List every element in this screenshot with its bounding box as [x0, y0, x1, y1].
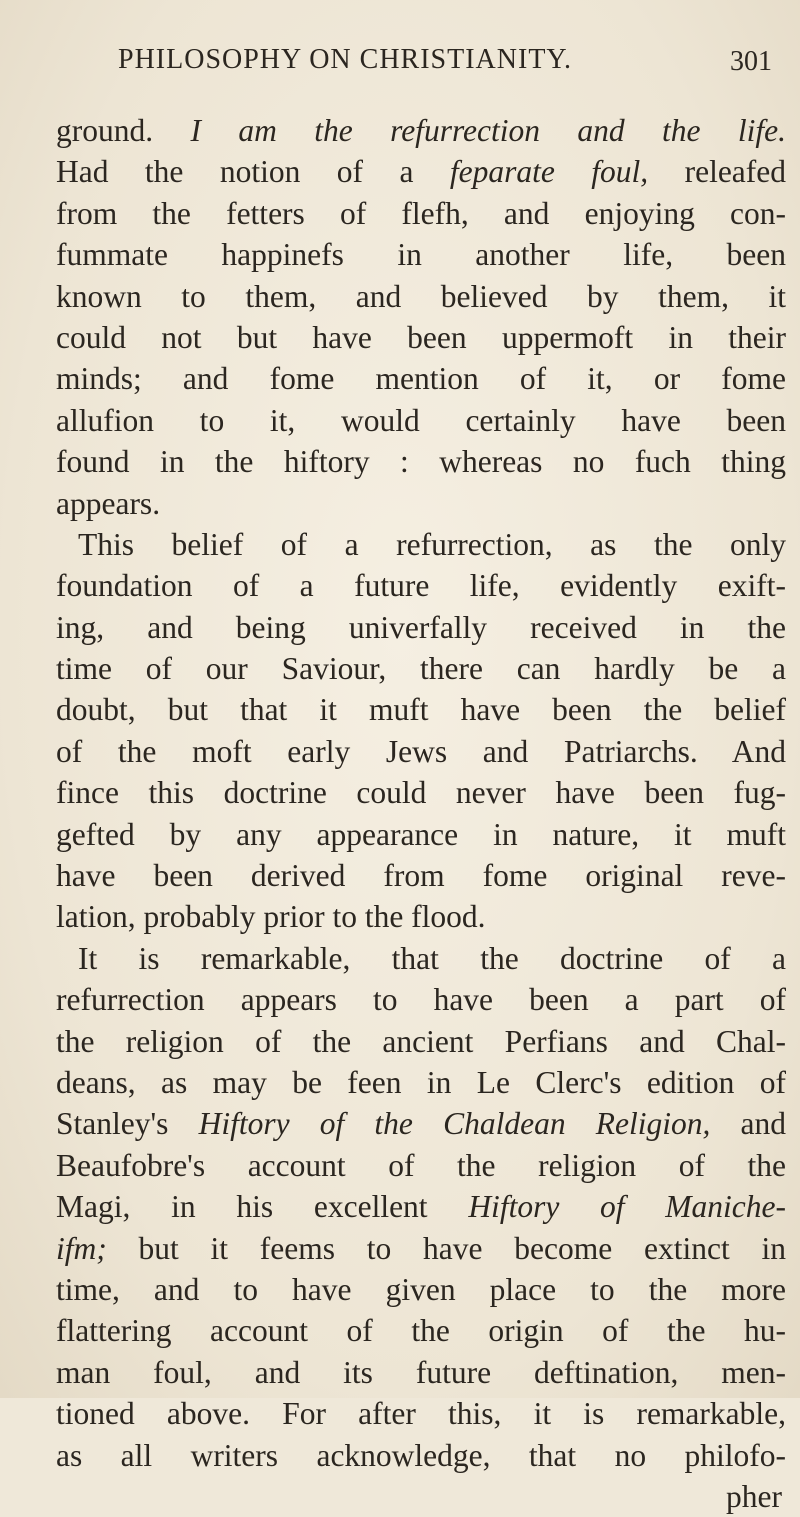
text-run: minds; and fome mention of it, or fome [56, 361, 786, 397]
text-run: as all writers acknowledge, that no philofo- [56, 1437, 786, 1473]
text-line [56, 276, 786, 317]
text-run: Magi, in his excellent [56, 1189, 469, 1225]
text-line [56, 1310, 786, 1351]
italic-text-run: Hiftory of the Chaldean Religion, [198, 1106, 711, 1142]
text-run: It is remarkable, that the doctrine of a [78, 940, 786, 976]
text-run: allufion to it, would certainly have been [56, 402, 786, 438]
text-run: flattering account of the origin of the hu- [56, 1313, 786, 1349]
text-line [56, 1352, 786, 1393]
text-line [56, 1145, 786, 1186]
text-run: tioned above. For after this, it is remarkable, [56, 1396, 786, 1432]
text-run: deans, as may be feen in Le Clerc's edition of [56, 1064, 786, 1100]
text-line [56, 234, 786, 275]
italic-text-run: ifm; [56, 1230, 107, 1266]
text-run: pher [726, 1478, 782, 1514]
text-run: Had the notion of a [56, 154, 450, 190]
text-run: found in the hiftory : whereas no fuch thing [56, 444, 786, 480]
page-header [0, 44, 800, 88]
text-line [56, 1228, 786, 1269]
text-run: but it feems to have become extinct in [106, 1230, 786, 1266]
italic-text-run: I am the refurrection and the life. [190, 113, 786, 148]
text-line [56, 648, 786, 689]
text-run: ing, and being univerfally received in the [56, 609, 786, 645]
text-line [56, 565, 786, 606]
running-head: PHILOSOPHY ON CHRISTIANITY. [118, 44, 573, 75]
text-run: foundation of a future life, evidently exift- [56, 568, 786, 604]
text-run: lation, probably prior to the flood. [56, 899, 486, 935]
italic-text-run: feparate foul, [449, 154, 649, 190]
text-line [56, 317, 786, 358]
text-line [56, 524, 786, 565]
text-line [56, 772, 786, 813]
text-run: the religion of the ancient Perfians and Chal- [56, 1023, 786, 1059]
text-run: refurrection appears to have been a part of [56, 982, 786, 1018]
text-run: and [710, 1106, 787, 1142]
text-line [56, 607, 786, 648]
text-line [56, 979, 786, 1020]
text-run: time of our Saviour, there can hardly be a [56, 651, 786, 687]
text-line [56, 855, 786, 896]
text-line [56, 483, 786, 524]
text-line [56, 1269, 786, 1310]
text-run: Beaufobre's account of the religion of the [56, 1147, 786, 1183]
italic-text-run: Hiftory of Maniche- [468, 1189, 786, 1225]
text-run: Stanley's [56, 1106, 199, 1142]
text-line [56, 1103, 786, 1144]
text-run: could not but have been uppermoft in their [56, 319, 786, 355]
text-run: of the moft early Jews and Patriarchs. And [56, 733, 786, 769]
text-run: ground. [56, 113, 191, 148]
text-line [56, 358, 786, 399]
page-number: 301 [730, 46, 772, 77]
text-line [56, 1186, 786, 1227]
text-line [56, 441, 786, 482]
catchword [56, 1476, 786, 1517]
text-run: fince this doctrine could never have been fug- [56, 775, 786, 811]
text-line [56, 1393, 786, 1434]
text-line [56, 938, 786, 979]
body-text [56, 110, 786, 1517]
text-line [56, 689, 786, 730]
text-line [56, 1435, 786, 1476]
text-line [56, 400, 786, 441]
text-run: gefted by any appearance in nature, it muft [56, 816, 786, 852]
text-line [56, 1062, 786, 1103]
text-line [56, 1021, 786, 1062]
text-line [56, 896, 786, 937]
text-run: doubt, but that it muft have been the belief [56, 692, 786, 728]
text-run: This belief of a refurrection, as the only [78, 526, 786, 562]
text-run: from the fetters of flefh, and enjoying con- [56, 195, 786, 231]
text-run: appears. [56, 485, 161, 521]
text-run: known to them, and believed by them, it [56, 278, 786, 314]
text-line [56, 731, 786, 772]
text-run: fummate happinefs in another life, been [56, 237, 786, 273]
text-line [56, 110, 786, 151]
text-line [56, 193, 786, 234]
text-run: have been derived from fome original reve- [56, 858, 786, 894]
text-line [56, 151, 786, 192]
text-run: man foul, and its future deftination, men- [56, 1354, 786, 1390]
text-run: time, and to have given place to the more [56, 1271, 786, 1307]
text-run: releafed [648, 154, 787, 190]
text-line [56, 814, 786, 855]
